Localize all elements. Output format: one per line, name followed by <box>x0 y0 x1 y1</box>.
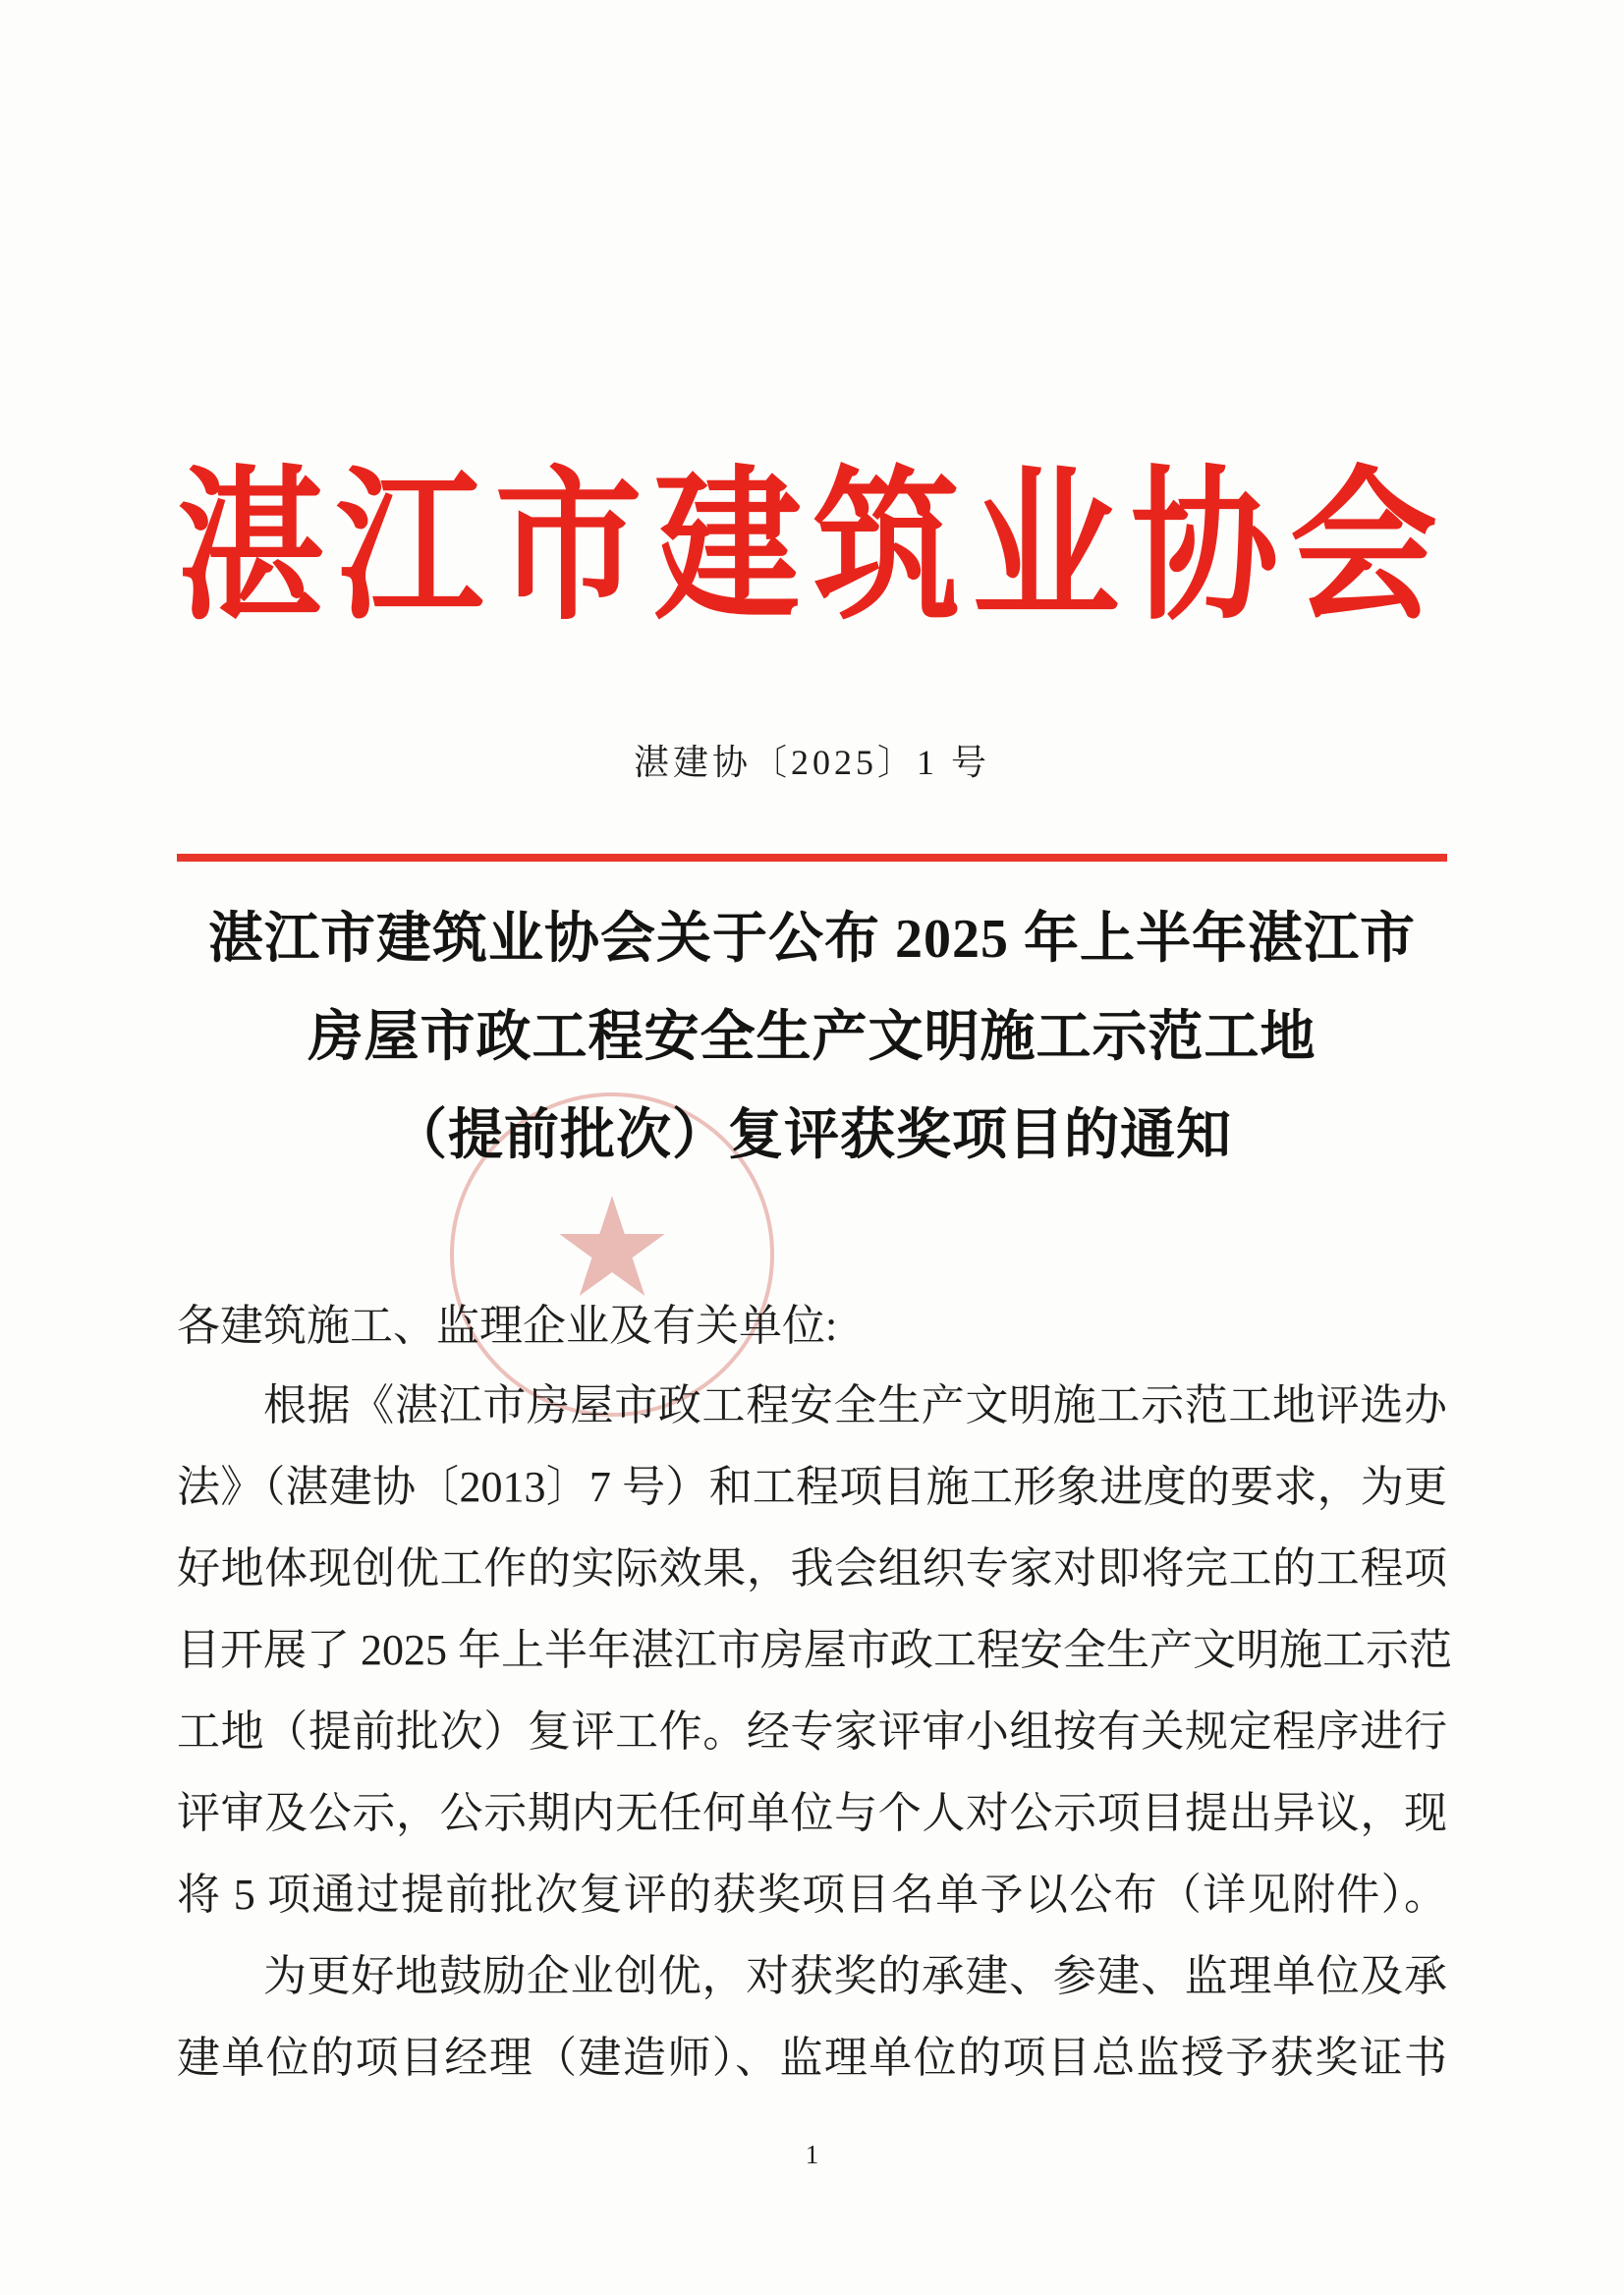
body-line: 目开展了 2025 年上半年湛江市房屋市政工程安全生产文明施工示范 <box>177 1626 1452 1674</box>
body-line: 工地（提前批次）复评工作。经专家评审小组按有关规定程序进行 <box>177 1707 1447 1756</box>
seal-star-icon: ★ <box>550 1168 674 1329</box>
body-line: 好地体现创优工作的实际效果，我会组织专家对即将完工的工程项 <box>177 1544 1447 1593</box>
body-line: 将 5 项通过提前批次复评的获奖项目名单予以公布（详见附件）。 <box>177 1871 1447 1919</box>
body-line: 为更好地鼓励企业创优，对获奖的承建、参建、监理单位及承 <box>263 1952 1447 2000</box>
body-line: 根据《湛江市房屋市政工程安全生产文明施工示范工地评选办 <box>263 1381 1447 1429</box>
body-text <box>177 1365 1452 2099</box>
body-line: 评审及公示，公示期内无任何单位与个人对公示项目提出异议，现 <box>177 1789 1447 1837</box>
doc-title <box>177 890 1447 1185</box>
salutation: 各建筑施工、监理企业及有关单位: <box>177 1302 838 1350</box>
doc-title-line-3: （提前批次）复评获奖项目的通知 <box>392 1105 1232 1166</box>
body-line: 法》（湛建协〔2013〕7 号）和工程项目施工形象进度的要求，为更 <box>177 1463 1447 1511</box>
org-masthead-title: 湛江市建筑业协会 <box>177 457 1447 641</box>
doc-title-line-2: 房屋市政工程安全生产文明施工示范工地 <box>308 1007 1316 1068</box>
body-line: 建单位的项目经理（建造师）、监理单位的项目总监授予获奖证书 <box>177 2034 1447 2082</box>
red-divider-rule <box>177 854 1447 862</box>
page-number: 1 <box>805 2140 819 2169</box>
doc-reference-number: 湛建协〔2025〕1 号 <box>633 743 990 782</box>
doc-title-line-1: 湛江市建筑业协会关于公布 2025 年上半年湛江市 <box>208 909 1416 970</box>
